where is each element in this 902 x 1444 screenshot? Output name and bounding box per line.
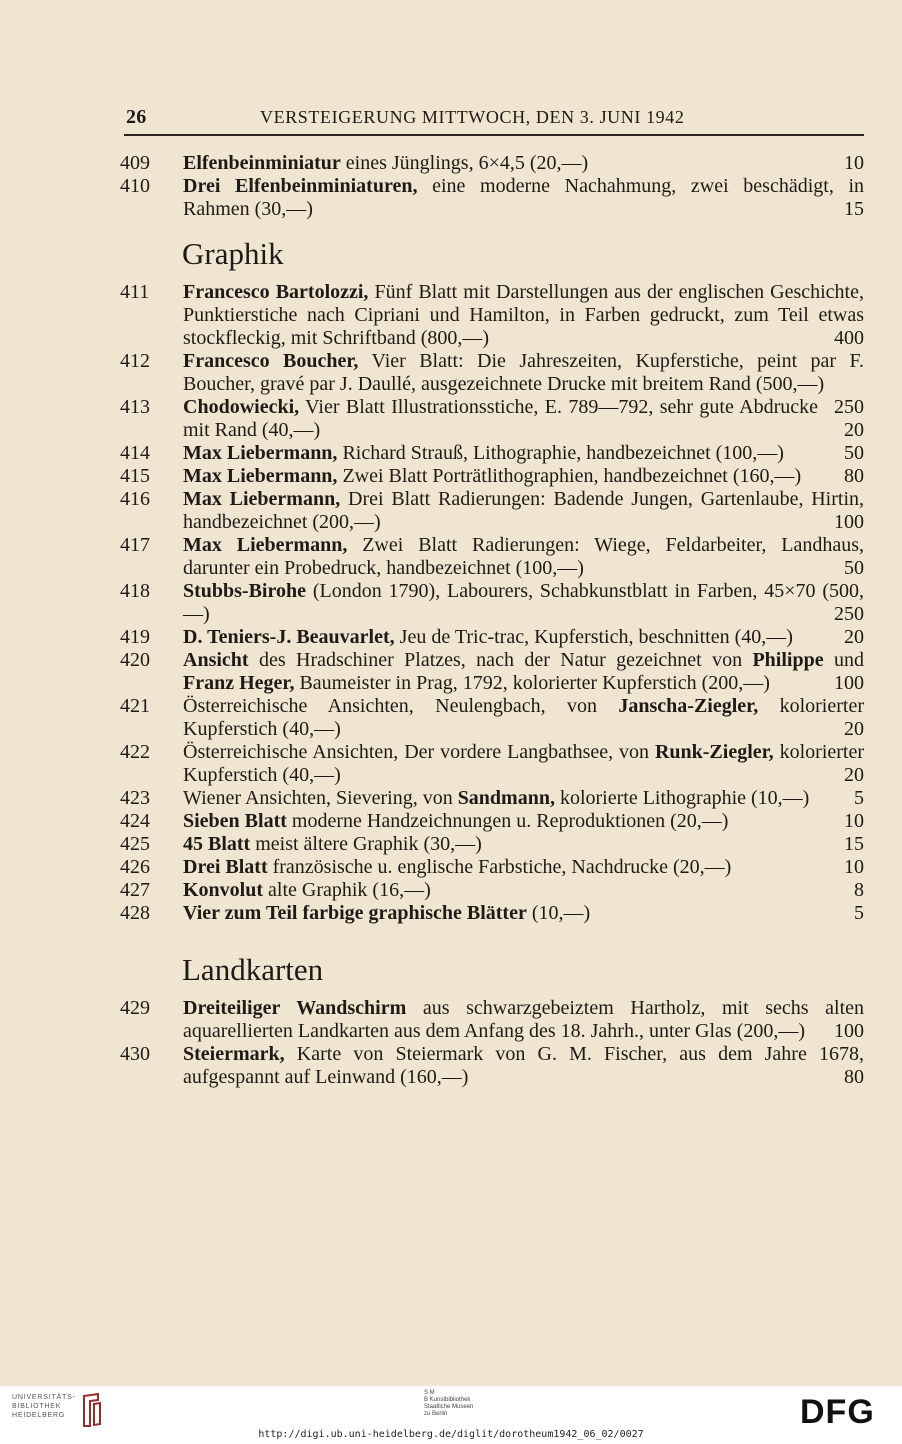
lot-price: 10: [844, 152, 864, 174]
lot-title: Francesco Boucher,: [183, 350, 359, 372]
catalog-entry-421: [120, 695, 864, 741]
catalog-entry-424: [120, 810, 864, 833]
lot-number: 429: [120, 997, 150, 1019]
lot-price: 250: [834, 396, 864, 418]
artist-name: Janscha-Ziegler,: [618, 695, 759, 717]
catalog-entry-417: [120, 534, 864, 580]
lot-title: Steiermark,: [183, 1043, 285, 1065]
lot-price: 15: [844, 833, 864, 855]
lot-price: 50: [844, 557, 864, 579]
lot-price: 100: [834, 1020, 864, 1042]
lot-title: Drei Blatt: [183, 856, 268, 878]
lot-description: alte Graphik (16,—): [263, 879, 431, 901]
lot-title: Sieben Blatt: [183, 810, 287, 832]
catalog-entry-410: [120, 175, 864, 221]
lot-number: 415: [120, 465, 150, 487]
lot-description: Vier Blatt: Die Jahreszeiten, Kupferstiche, peint par F. Boucher, gravé par J. Daullé, ausgezeichnete Drucke mit breitem Rand (500,—): [183, 350, 865, 395]
artist-name: Runk-Ziegler,: [654, 741, 774, 763]
lot-number: 413: [120, 396, 150, 418]
lot-number: 423: [120, 787, 150, 809]
lot-price: 20: [844, 419, 864, 441]
artist-name: Sandmann,: [457, 787, 555, 809]
catalog-entry-420: [120, 649, 864, 695]
lot-title: Max Liebermann,: [183, 465, 338, 487]
university-logo-line: HEIDELBERG: [12, 1412, 66, 1419]
lot-description: Vier Blatt Illustrationsstiche, E. 789—792, sehr gute Abdrucke mit Rand (40,—): [183, 396, 818, 441]
lot-price: 100: [834, 511, 864, 533]
lot-title: Max Liebermann,: [183, 488, 341, 510]
lot-description: Österreichische Ansichten, Der vordere Langbathsee, von: [183, 741, 655, 763]
smb-logo: [424, 1390, 473, 1418]
artist-name: Franz Heger,: [183, 672, 295, 694]
lot-description: Karte von Steiermark von G. M. Fischer, aus dem Jahre 1678, aufgespannt auf Leinwand (160,—): [183, 1043, 864, 1088]
section-title-landkarten: Landkarten: [182, 952, 324, 987]
catalog-entry-411: [120, 281, 864, 350]
lot-price: 10: [844, 856, 864, 878]
lot-price: 15: [844, 198, 864, 220]
lot-description: Richard Strauß, Lithographie, handbezeichnet (100,—): [337, 442, 784, 464]
lot-number: 425: [120, 833, 150, 855]
lot-number: 416: [120, 488, 150, 510]
lot-number: 410: [120, 175, 150, 197]
lot-number: 426: [120, 856, 150, 878]
university-library-logo: [12, 1393, 76, 1420]
catalog-entry-414: [120, 442, 864, 465]
lot-description-cont: kolorierter Kupferstich (40,—): [183, 695, 864, 740]
lot-title: 45 Blatt: [183, 833, 251, 855]
lot-title: Drei Elfenbeinminiaturen,: [183, 175, 418, 197]
catalog-entry-427: [120, 879, 864, 902]
lot-price: 5: [854, 902, 864, 924]
lot-description: Drei Blatt Radierungen: Badende Jungen, Gartenlaube, Hirtin, handbezeichnet (200,—): [183, 488, 864, 533]
lot-description: aus schwarzgebeiztem Hartholz, mit sechs alten aquarellierten Landkarten aus dem Anfang des 18. Jahrh., unter Glas (200,—): [183, 997, 864, 1042]
university-logo-line: UNIVERSITÄTS-: [12, 1394, 76, 1401]
lot-price: 80: [844, 465, 864, 487]
dfg-logo: DFG: [800, 1393, 875, 1431]
lot-price: 100: [834, 672, 864, 694]
lot-description: (London 1790), Labourers, Schabkunstblatt in Farben, 45×70 (500,—): [183, 580, 864, 625]
lot-title: Francesco Bartolozzi,: [183, 281, 369, 303]
lot-description: Jeu de Tric-trac, Kupferstich, beschnitten (40,—): [394, 626, 793, 648]
lot-price: 8: [854, 879, 864, 901]
lot-description-cont: und: [823, 649, 864, 671]
lot-number: 412: [120, 350, 150, 372]
running-title: VERSTEIGERUNG MITTWOCH, DEN 3. JUNI 1942: [260, 107, 685, 127]
lot-title: Max Liebermann,: [183, 534, 348, 556]
lot-title: Stubbs-Birohe: [183, 580, 307, 602]
lot-description-cont: kolorierter Kupferstich (40,—): [183, 741, 865, 786]
lot-description-cont: kolorierte Lithographie (10,—): [554, 787, 810, 809]
lot-price: 10: [844, 810, 864, 832]
page-number: 26: [126, 106, 147, 128]
lot-number: 420: [120, 649, 150, 671]
lot-number: 428: [120, 902, 150, 924]
lot-price: 5: [854, 787, 864, 809]
lot-title: Konvolut: [183, 879, 264, 901]
lot-number: 422: [120, 741, 150, 763]
lot-number: 424: [120, 810, 150, 832]
lot-title: Max Liebermann,: [183, 442, 338, 464]
catalog-entry-423: [120, 787, 864, 810]
lot-description: (10,—): [526, 902, 591, 924]
lot-description: Österreichische Ansichten, Neulengbach, von: [183, 695, 619, 717]
smb-logo-line: Staatliche Museen: [424, 1404, 474, 1410]
lot-description: meist ältere Graphik (30,—): [250, 833, 482, 855]
smb-logo-line: zu Berlin: [424, 1411, 448, 1417]
catalog-entry-416: [120, 488, 864, 534]
smb-logo-line: B Kunstbibliothek: [424, 1397, 471, 1403]
lot-title: Chodowiecki,: [183, 396, 300, 418]
lot-number: 419: [120, 626, 150, 648]
catalog-entry-413: [120, 396, 864, 442]
lot-title: D. Teniers-J. Beauvarlet,: [183, 626, 395, 648]
lot-number: 417: [120, 534, 150, 556]
catalog-entry-419: [120, 626, 864, 649]
lot-title: Vier zum Teil farbige graphische Blätter: [183, 902, 527, 924]
lot-title: Ansicht: [183, 649, 249, 671]
lot-description: eine moderne Nachahmung, zwei beschädigt, in Rahmen (30,—): [183, 175, 865, 220]
catalog-entry-422: [120, 741, 864, 787]
lot-description: Wiener Ansichten, Sievering, von: [183, 787, 458, 809]
university-logo-line: BIBLIOTHEK: [12, 1403, 62, 1410]
lot-number: 421: [120, 695, 150, 717]
catalog-entry-425: [120, 833, 864, 856]
lot-description: Zwei Blatt Porträtlithographien, handbezeichnet (160,—): [337, 465, 802, 487]
university-emblem-icon: [80, 1392, 104, 1428]
lot-price: 20: [844, 626, 864, 648]
lot-description: des Hradschiner Platzes, nach der Natur gezeichnet von: [248, 649, 743, 671]
page-header: [126, 106, 864, 130]
lot-title: Elfenbeinminiatur: [183, 152, 341, 174]
lot-price: 250: [834, 603, 864, 625]
lot-price: 50: [844, 442, 864, 464]
source-url-link[interactable]: http://digi.ub.uni-heidelberg.de/diglit/dorotheum1942_06_02/0027: [258, 1429, 644, 1440]
lot-description: eines Jünglings, 6×4,5 (20,—): [340, 152, 589, 174]
lot-description: französische u. englische Farbstiche, Nachdrucke (20,—): [267, 856, 732, 878]
lot-number: 427: [120, 879, 150, 901]
catalog-entry-430: [120, 1043, 864, 1089]
lot-price: 80: [844, 1066, 864, 1088]
catalog-entry-429: [120, 997, 864, 1043]
lot-number: 430: [120, 1043, 150, 1065]
lot-number: 418: [120, 580, 150, 602]
catalog-entry-409: [120, 152, 864, 175]
catalog-entry-426: [120, 856, 864, 879]
lot-price: 400: [834, 327, 864, 349]
lot-price: 20: [844, 764, 864, 786]
lot-number: 409: [120, 152, 150, 174]
lot-number: 411: [120, 281, 150, 303]
lot-title: Dreiteiliger Wandschirm: [183, 997, 407, 1019]
lot-number: 414: [120, 442, 150, 464]
lot-price: 20: [844, 718, 864, 740]
section-title-graphik: Graphik: [182, 236, 284, 271]
catalog-entry-418: [120, 580, 864, 626]
header-rule: [124, 134, 864, 136]
lot-description-cont: Baumeister in Prag, 1792, kolorierter Kupferstich (200,—): [294, 672, 770, 694]
lot-description: Zwei Blatt Radierungen: Wiege, Feldarbeiter, Landhaus, darunter ein Probedruck, handbezeichnet (100,—): [183, 534, 864, 579]
catalog-body: [120, 152, 864, 1089]
catalog-entry-428: [120, 902, 864, 925]
smb-logo-line: S M: [424, 1390, 435, 1396]
catalog-entry-415: [120, 465, 864, 488]
digitization-footer: [0, 1386, 902, 1444]
artist-name: Philippe: [752, 649, 824, 671]
lot-description: Fünf Blatt mit Darstellungen aus der englischen Geschichte, Punktierstiche nach Cipriani und Hamilton, in Farben gedruckt, zum Teil etwas stockfleckig, mit Schriftband (800,—): [183, 281, 864, 349]
lot-description: moderne Handzeichnungen u. Reproduktionen (20,—): [286, 810, 729, 832]
